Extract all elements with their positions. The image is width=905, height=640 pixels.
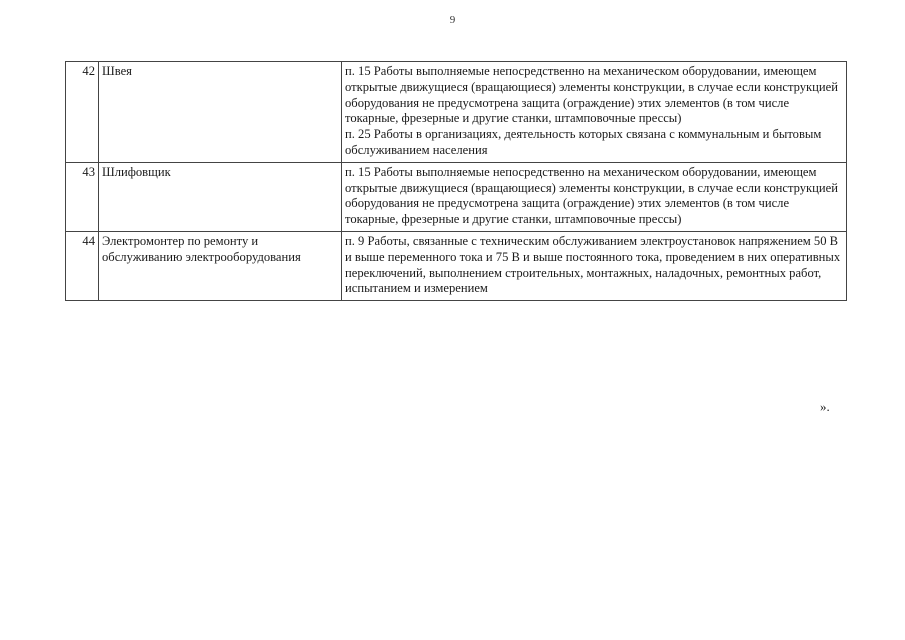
work-cell	[342, 62, 847, 163]
table-row	[66, 162, 847, 231]
work-item: п. 15 Работы выполняемые непосредственно на механическом оборудовании, имеющем открытые движущиеся (вращающиеся) элементы конструкции, в случае если конструкцией оборудования не предусмотрена защита (ограждение) этих элементов (в том числе токарные, фрезерные и другие станки, штамповочные прессы)	[345, 164, 838, 227]
work-item: п. 9 Работы, связанные с техническим обслуживанием электроустановок напряжением 50 В и выше переменного тока и 75 В и выше постоянного тока, проведением в них оперативных переключений, выполнением строительных, монтажных, наладочных, ремонтных работ, испытанием и измерением	[345, 233, 841, 296]
profession-cell: Электромонтер по ремонту и обслуживанию электрооборудования	[99, 231, 342, 300]
closing-quote: ».	[820, 399, 830, 414]
work-cell	[342, 231, 847, 300]
row-number-cell: 42	[66, 62, 99, 163]
profession-cell: Швея	[99, 62, 342, 163]
professions-table	[65, 61, 847, 301]
row-number-cell: 44	[66, 231, 99, 300]
page-number: 9	[449, 14, 456, 26]
work-cell	[342, 162, 847, 231]
table-row	[66, 231, 847, 300]
work-item: п. 15 Работы выполняемые непосредственно на механическом оборудовании, имеющем открытые движущиеся (вращающиеся) элементы конструкции, в случае если конструкцией оборудования не предусмотрена защита (ограждение) этих элементов (в том числе токарные, фрезерные и другие станки, штамповочные прессы)	[345, 64, 838, 126]
profession-cell: Шлифовщик	[99, 162, 342, 231]
row-number-cell: 43	[66, 162, 99, 231]
table-row	[66, 62, 847, 163]
work-item: п. 25 Работы в организациях, деятельность которых связана с коммунальным и бытовым обслуживанием населения	[345, 127, 822, 157]
